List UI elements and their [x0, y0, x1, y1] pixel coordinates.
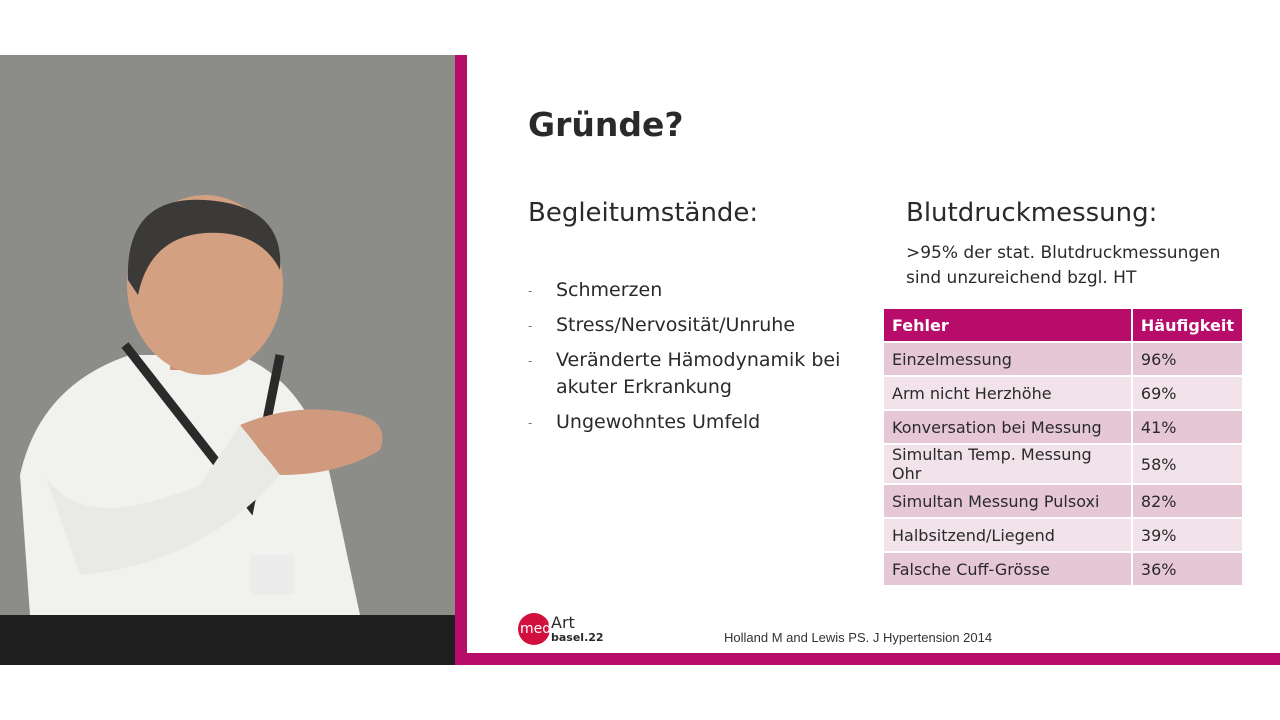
list-item: - Veränderte Hämodynamik bei akuter Erkrankung — [528, 349, 841, 398]
table-row — [884, 444, 1242, 484]
table-row — [884, 518, 1242, 552]
blutdruckmessung-heading: Blutdruckmessung: — [906, 198, 1158, 228]
table-cell-haeufigkeit: 36% — [1132, 552, 1242, 585]
table-cell-fehler: Falsche Cuff-Grösse — [884, 552, 1132, 585]
table-cell-haeufigkeit: 69% — [1132, 376, 1242, 410]
table-cell-haeufigkeit: 82% — [1132, 484, 1242, 518]
table-cell-haeufigkeit: 58% — [1132, 444, 1242, 484]
table-cell-haeufigkeit: 39% — [1132, 518, 1242, 552]
table-cell-fehler: Halbsitzend/Liegend — [884, 518, 1132, 552]
table-row — [884, 410, 1242, 444]
begleitumstaende-heading: Begleitumstände: — [528, 198, 759, 228]
speaker-video — [0, 55, 455, 665]
table-row — [884, 342, 1242, 376]
list-item: - Stress/Nervosität/Unruhe — [528, 312, 848, 339]
table-cell-fehler: Arm nicht Herzhöhe — [884, 376, 1132, 410]
bullet-dash: - — [528, 416, 533, 430]
medart-logo — [518, 611, 608, 645]
table-cell-haeufigkeit: 41% — [1132, 410, 1242, 444]
table-row — [884, 552, 1242, 585]
bullet-dash: - — [528, 354, 533, 368]
logo-art-text: Art — [551, 613, 575, 632]
table-cell-fehler: Einzelmessung — [884, 342, 1132, 376]
speaker-illustration — [0, 55, 455, 665]
bullet-dash: - — [528, 319, 533, 333]
slide-title: Gründe? — [528, 105, 684, 144]
table-cell-fehler: Simultan Messung Pulsoxi — [884, 484, 1132, 518]
table-row — [884, 376, 1242, 410]
citation: Holland M and Lewis PS. J Hypertension 2014 — [724, 630, 993, 645]
table-header-row — [884, 309, 1242, 342]
table-cell-fehler: Konversation bei Messung — [884, 410, 1132, 444]
table-header-haeufigkeit: Häufigkeit — [1132, 309, 1242, 342]
video-frame — [0, 55, 1280, 665]
accent-divider — [455, 55, 467, 665]
logo-med-text: med — [520, 621, 552, 637]
table-row — [884, 484, 1242, 518]
list-item: - Schmerzen — [528, 277, 848, 304]
bullet-dash: - — [528, 284, 533, 298]
table-cell-fehler: Simultan Temp. Messung Ohr — [884, 444, 1132, 484]
logo-basel-text: basel.22 — [551, 631, 604, 644]
table-header-fehler: Fehler — [884, 309, 1132, 342]
table-cell-haeufigkeit: 96% — [1132, 342, 1242, 376]
blutdruck-subtext: >95% der stat. Blutdruckmessungen sind unzureichend bzgl. HT — [906, 243, 1221, 288]
fehler-table — [884, 309, 1242, 585]
list-item: - Ungewohntes Umfeld — [528, 409, 848, 436]
bullet-list — [528, 277, 848, 444]
accent-bottom-bar — [455, 653, 1280, 665]
